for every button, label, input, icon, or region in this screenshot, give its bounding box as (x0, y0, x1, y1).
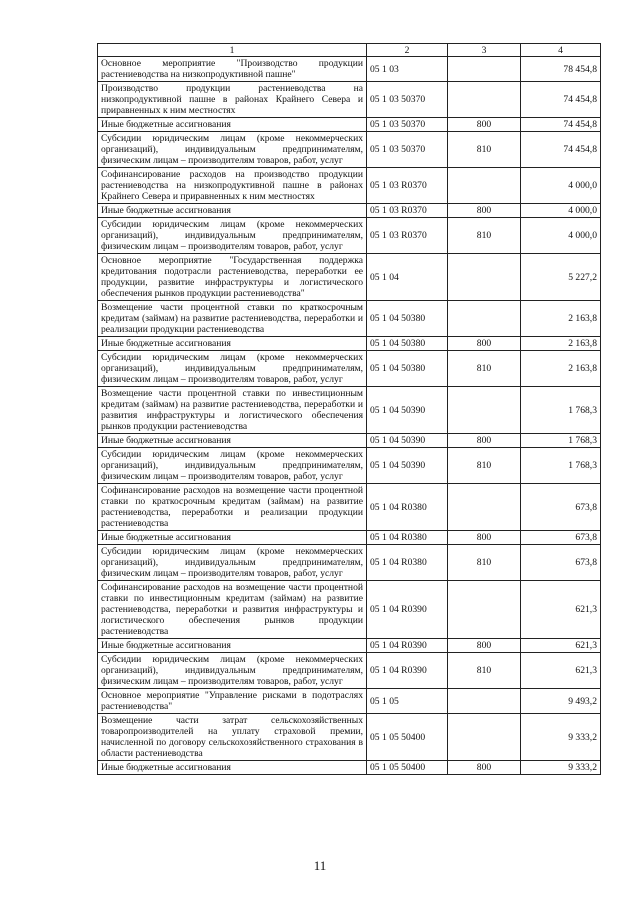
row-code-cell: 05 1 04 (367, 254, 448, 301)
row-code-cell: 05 1 04 R0390 (367, 639, 448, 653)
row-type-cell: 800 (448, 531, 521, 545)
row-name-cell: Возмещение части процентной ставки по краткосрочным кредитам (займам) на развитие растениеводства, переработки и реализации продукции растениеводства (98, 301, 367, 337)
table-row (98, 301, 601, 337)
row-name-cell: Основное мероприятие "Управление рисками в подотраслях растениеводства" (98, 689, 367, 714)
row-name-cell: Иные бюджетные ассигнования (98, 337, 367, 351)
row-name-cell: Софинансирование расходов на возмещение части процентной ставки по инвестиционным кредитам (займам) на развитие растениеводства, переработки и развития инфраструктуры и логистического обеспечения рынков продукции растениеводства (98, 581, 367, 639)
row-amount-cell: 4 000,0 (521, 168, 601, 204)
row-name-cell: Софинансирование расходов на возмещение части процентной ставки по краткосрочным кредитам (займам) на развитие растениеводства, переработки и реализации продукции растениеводства (98, 484, 367, 531)
row-code-cell: 05 1 04 50390 (367, 434, 448, 448)
row-code-cell: 05 1 05 50400 (367, 714, 448, 761)
row-type-cell: 810 (448, 448, 521, 484)
row-name-cell: Основное мероприятие "Государственная поддержка кредитования подотрасли растениеводства, переработки ее продукции, развитие инфраструктуры и логистического обеспечения рынков продукции растениеводства" (98, 254, 367, 301)
row-type-cell: 810 (448, 132, 521, 168)
row-amount-cell: 78 454,8 (521, 57, 601, 82)
row-code-cell: 05 1 04 50380 (367, 301, 448, 337)
row-code-cell: 05 1 04 R0390 (367, 653, 448, 689)
row-code-cell: 05 1 05 (367, 689, 448, 714)
table-row (98, 714, 601, 761)
row-name-cell: Субсидии юридическим лицам (кроме некоммерческих организаций), индивидуальным предпринимателям, физическим лицам – производителям товаров, работ, услуг (98, 351, 367, 387)
row-name-cell: Субсидии юридическим лицам (кроме некоммерческих организаций), индивидуальным предпринимателям, физическим лицам – производителям товаров, работ, услуг (98, 653, 367, 689)
row-code-cell: 05 1 03 (367, 57, 448, 82)
row-name-cell: Производство продукции растениеводства на низкопродуктивной пашне в районах Крайнего Севера и приравненных к ним местностях (98, 82, 367, 118)
row-type-cell: 800 (448, 434, 521, 448)
row-code-cell: 05 1 03 R0370 (367, 218, 448, 254)
row-amount-cell: 9 333,2 (521, 714, 601, 761)
table-row (98, 204, 601, 218)
row-name-cell: Субсидии юридическим лицам (кроме некоммерческих организаций), индивидуальным предпринимателям, физическим лицам – производителям товаров, работ, услуг (98, 545, 367, 581)
row-code-cell: 05 1 04 50380 (367, 337, 448, 351)
table-row (98, 218, 601, 254)
table-row (98, 448, 601, 484)
table-row (98, 689, 601, 714)
row-type-cell (448, 301, 521, 337)
table-row (98, 484, 601, 531)
row-type-cell: 810 (448, 351, 521, 387)
row-amount-cell: 621,3 (521, 581, 601, 639)
row-amount-cell: 9 333,2 (521, 761, 601, 775)
row-name-cell: Субсидии юридическим лицам (кроме некоммерческих организаций), индивидуальным предпринимателям, физическим лицам – производителям товаров, работ, услуг (98, 448, 367, 484)
row-code-cell: 05 1 03 R0370 (367, 204, 448, 218)
table-row (98, 639, 601, 653)
table-row (98, 118, 601, 132)
row-name-cell: Возмещение части затрат сельскохозяйственных товаропроизводителей на уплату страховой премии, начисленной по договору сельскохозяйственного страхования в области растениеводства (98, 714, 367, 761)
row-type-cell (448, 714, 521, 761)
table-row (98, 387, 601, 434)
row-amount-cell: 2 163,8 (521, 301, 601, 337)
table-row (98, 254, 601, 301)
table-row (98, 434, 601, 448)
row-type-cell (448, 168, 521, 204)
budget-table (97, 43, 601, 775)
row-amount-cell: 2 163,8 (521, 337, 601, 351)
row-code-cell: 05 1 05 50400 (367, 761, 448, 775)
row-amount-cell: 621,3 (521, 653, 601, 689)
row-code-cell: 05 1 03 50370 (367, 82, 448, 118)
budget-table-body (98, 44, 601, 775)
row-amount-cell: 2 163,8 (521, 351, 601, 387)
row-amount-cell: 5 227,2 (521, 254, 601, 301)
table-row (98, 82, 601, 118)
row-amount-cell: 1 768,3 (521, 434, 601, 448)
row-type-cell: 810 (448, 218, 521, 254)
row-type-cell: 800 (448, 118, 521, 132)
row-type-cell: 800 (448, 337, 521, 351)
budget-table-container (97, 43, 601, 775)
row-amount-cell: 1 768,3 (521, 448, 601, 484)
page-number: 11 (313, 858, 327, 873)
table-row (98, 57, 601, 82)
row-type-cell (448, 82, 521, 118)
row-amount-cell: 621,3 (521, 639, 601, 653)
row-amount-cell: 74 454,8 (521, 118, 601, 132)
row-name-cell: Иные бюджетные ассигнования (98, 639, 367, 653)
row-amount-cell: 74 454,8 (521, 82, 601, 118)
table-row (98, 351, 601, 387)
row-code-cell: 05 1 04 R0390 (367, 581, 448, 639)
row-type-cell: 800 (448, 761, 521, 775)
row-amount-cell: 4 000,0 (521, 204, 601, 218)
table-row (98, 545, 601, 581)
row-amount-cell: 673,8 (521, 484, 601, 531)
row-type-cell (448, 387, 521, 434)
row-name-cell: Иные бюджетные ассигнования (98, 531, 367, 545)
header-col-1: 1 (98, 44, 367, 57)
header-col-4: 4 (521, 44, 601, 57)
row-type-cell (448, 57, 521, 82)
table-row (98, 168, 601, 204)
row-name-cell: Иные бюджетные ассигнования (98, 118, 367, 132)
row-code-cell: 05 1 04 R0380 (367, 484, 448, 531)
row-name-cell: Субсидии юридическим лицам (кроме некоммерческих организаций), индивидуальным предпринимателям, физическим лицам – производителям товаров, работ, услуг (98, 218, 367, 254)
row-name-cell: Софинансирование расходов на производство продукции растениеводства на низкопродуктивной пашне в районах Крайнего Севера и приравненных к ним местностях (98, 168, 367, 204)
table-row (98, 653, 601, 689)
row-name-cell: Возмещение части процентной ставки по инвестиционным кредитам (займам) на развитие растениеводства, переработки и развития инфраструктуры и логистического обеспечения рынков продукции растениеводства (98, 387, 367, 434)
row-type-cell: 800 (448, 204, 521, 218)
table-header-row (98, 44, 601, 57)
row-name-cell: Иные бюджетные ассигнования (98, 434, 367, 448)
table-row (98, 761, 601, 775)
row-code-cell: 05 1 04 50390 (367, 387, 448, 434)
row-code-cell: 05 1 03 R0370 (367, 168, 448, 204)
row-name-cell: Субсидии юридическим лицам (кроме некоммерческих организаций), индивидуальным предпринимателям, физическим лицам – производителям товаров, работ, услуг (98, 132, 367, 168)
row-type-cell (448, 689, 521, 714)
row-name-cell: Иные бюджетные ассигнования (98, 204, 367, 218)
header-col-3: 3 (448, 44, 521, 57)
row-amount-cell: 673,8 (521, 545, 601, 581)
row-amount-cell: 4 000,0 (521, 218, 601, 254)
row-name-cell: Иные бюджетные ассигнования (98, 761, 367, 775)
row-amount-cell: 74 454,8 (521, 132, 601, 168)
row-amount-cell: 1 768,3 (521, 387, 601, 434)
row-type-cell (448, 484, 521, 531)
row-code-cell: 05 1 04 50390 (367, 448, 448, 484)
row-type-cell (448, 581, 521, 639)
row-code-cell: 05 1 04 R0380 (367, 545, 448, 581)
row-amount-cell: 673,8 (521, 531, 601, 545)
table-row (98, 132, 601, 168)
row-type-cell: 810 (448, 545, 521, 581)
row-name-cell: Основное мероприятие "Производство продукции растениеводства на низкопродуктивной пашне" (98, 57, 367, 82)
row-type-cell: 800 (448, 639, 521, 653)
row-amount-cell: 9 493,2 (521, 689, 601, 714)
row-type-cell: 810 (448, 653, 521, 689)
row-code-cell: 05 1 04 50380 (367, 351, 448, 387)
table-row (98, 581, 601, 639)
row-code-cell: 05 1 04 R0380 (367, 531, 448, 545)
row-code-cell: 05 1 03 50370 (367, 118, 448, 132)
row-type-cell (448, 254, 521, 301)
table-row (98, 531, 601, 545)
row-code-cell: 05 1 03 50370 (367, 132, 448, 168)
header-col-2: 2 (367, 44, 448, 57)
table-row (98, 337, 601, 351)
